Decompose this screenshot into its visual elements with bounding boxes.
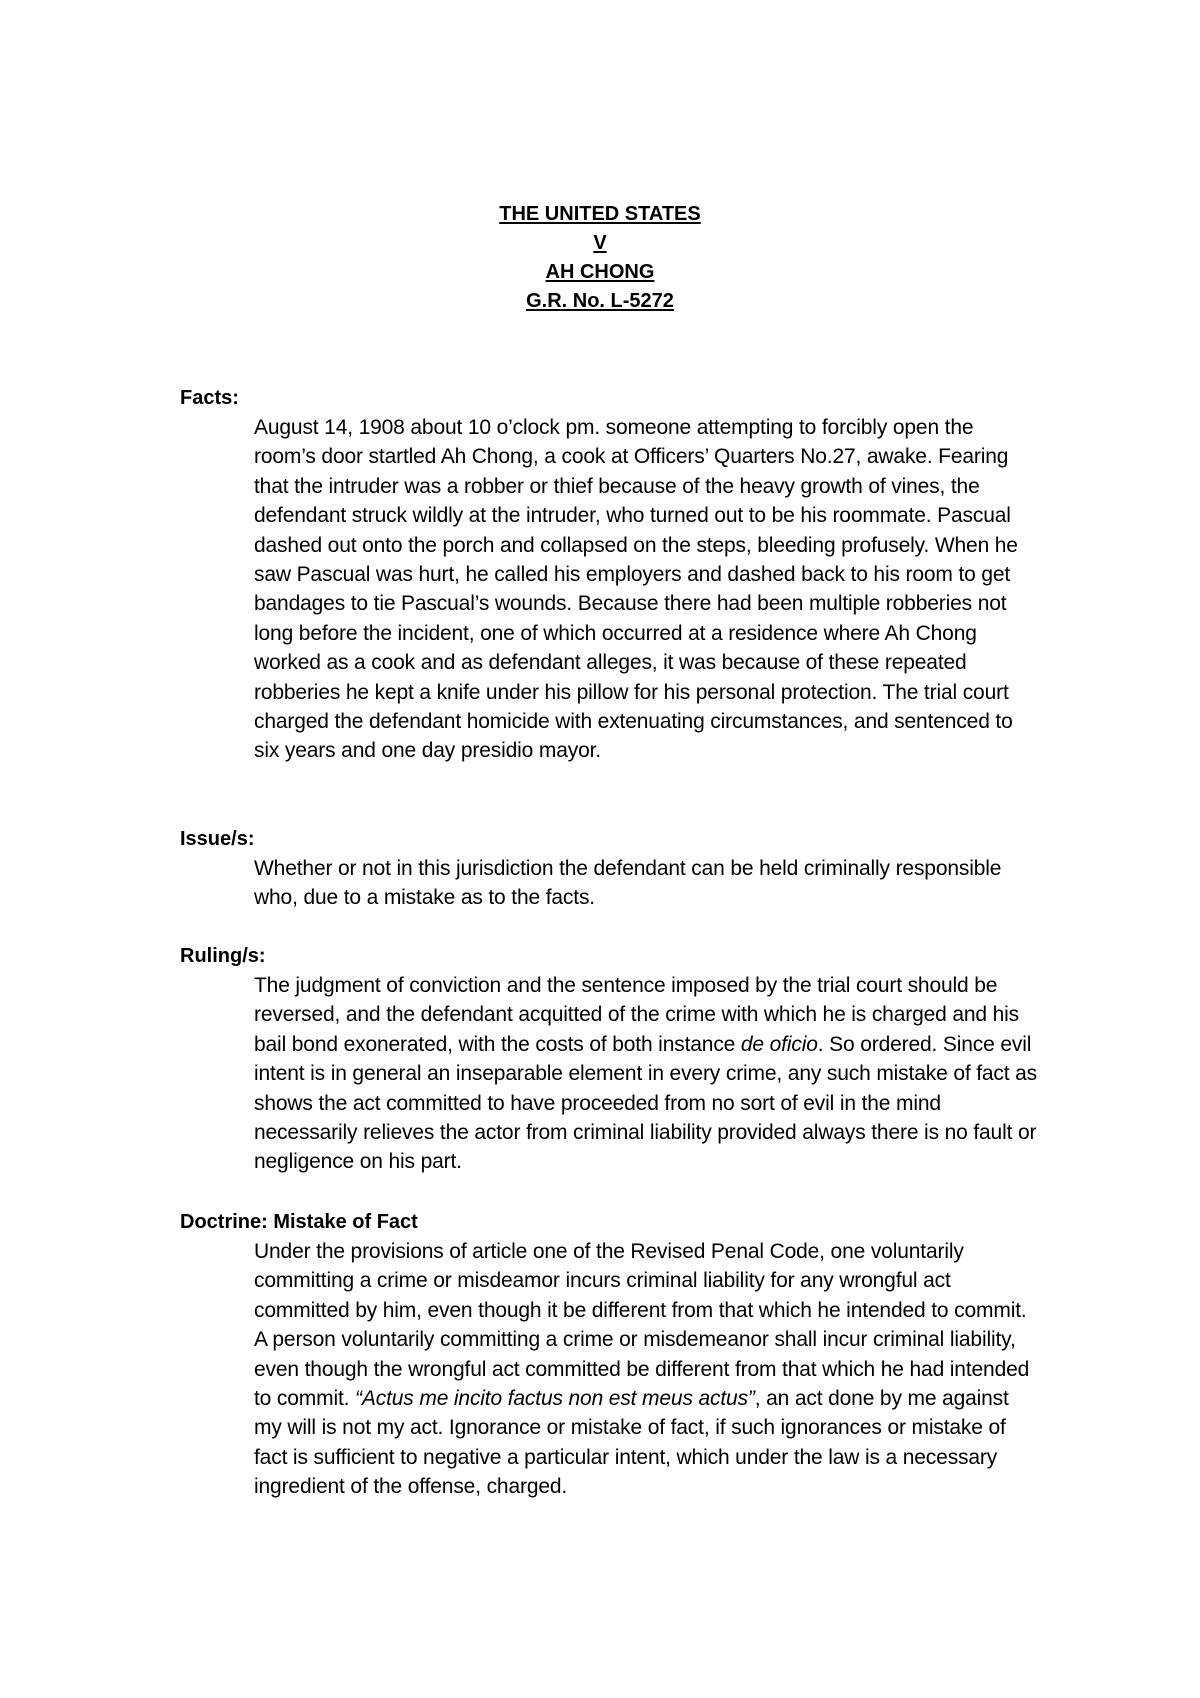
issues-heading: Issue/s: — [180, 828, 255, 850]
facts-section — [180, 384, 1040, 766]
case-title-block — [0, 200, 1200, 316]
issues-section — [180, 825, 1040, 913]
case-title-party-2: AH CHONG — [545, 261, 655, 283]
ruling-text-italic: de oficio — [740, 1032, 818, 1056]
case-title-versus: V — [593, 232, 607, 254]
case-number: G.R. No. L-5272 — [526, 290, 674, 312]
ruling-heading: Ruling/s: — [180, 945, 266, 967]
ruling-text-part-1: The judgment of conviction and the sentence imposed by the trial court should be reversed, and the defendant acquitted of the crime with which he is charged and his bail bond exonerated, with the costs of both instance — [254, 974, 1020, 1056]
doctrine-heading: Doctrine: Mistake of Fact — [180, 1211, 418, 1233]
doctrine-section — [180, 1208, 1040, 1502]
ruling-text — [254, 971, 1040, 1177]
doctrine-text — [254, 1237, 1040, 1502]
facts-heading: Facts: — [180, 387, 239, 409]
issues-text: Whether or not in this jurisdiction the defendant can be held criminally responsible who, due to a mistake as to the facts. — [254, 857, 1002, 910]
facts-text: August 14, 1908 about 10 o’clock pm. someone attempting to forcibly open the room’s door startled Ah Chong, a cook at Officers’ Quarters No.27, awake. Fearing that the intruder was a robber or thief because of the heavy growth of vines, the defendant struck wildly at the intruder, who turned out to be his roommate. Pascual dashed out onto the porch and collapsed on the steps, bleeding profusely. When he saw Pascual was hurt, he called his employers and dashed back to his room to get bandages to tie Pascual’s wounds. Because there had been multiple robberies not long before the incident, one of which occurred at a residence where Ah Chong worked as a cook and as defendant alleges, it was because of these repeated robberies he kept a knife under his pillow for his personal protection. The trial court charged the defendant homicide with extenuating circumstances, and sentenced to six years and one day presidio mayor. — [254, 416, 1018, 763]
doctrine-text-part-1: Under the provisions of article one of the Revised Penal Code, one voluntarily committing a crime or misdeamor incurs criminal liability for any wrongful act committed by him, even though it be different from that which he intended to commit. A person voluntarily committing a crime or misdemeanor shall incur criminal liability, even though the wrongful act committed be different from that which he had intended to commit. — [254, 1240, 1030, 1411]
ruling-text-part-2: . So ordered. Since evil intent is in general an inseparable element in every crime, any such mistake of fact as shows the act committed to have proceeded from no sort of evil in the mind necessarily relieves the actor from criminal liability provided always there is no fault or negligence on his part. — [254, 1032, 1038, 1174]
doctrine-text-italic: “Actus me incito factus non est meus actus” — [355, 1387, 755, 1411]
ruling-section — [180, 942, 1040, 1177]
doctrine-text-part-2: , an act done by me against my will is not my act. Ignorance or mistake of fact, if such ignorances or mistake of fact is sufficient to negative a particular intent, which under the law is a necessary ingredient of the offense, charged. — [254, 1387, 1009, 1499]
case-title-party-1: THE UNITED STATES — [499, 203, 701, 225]
